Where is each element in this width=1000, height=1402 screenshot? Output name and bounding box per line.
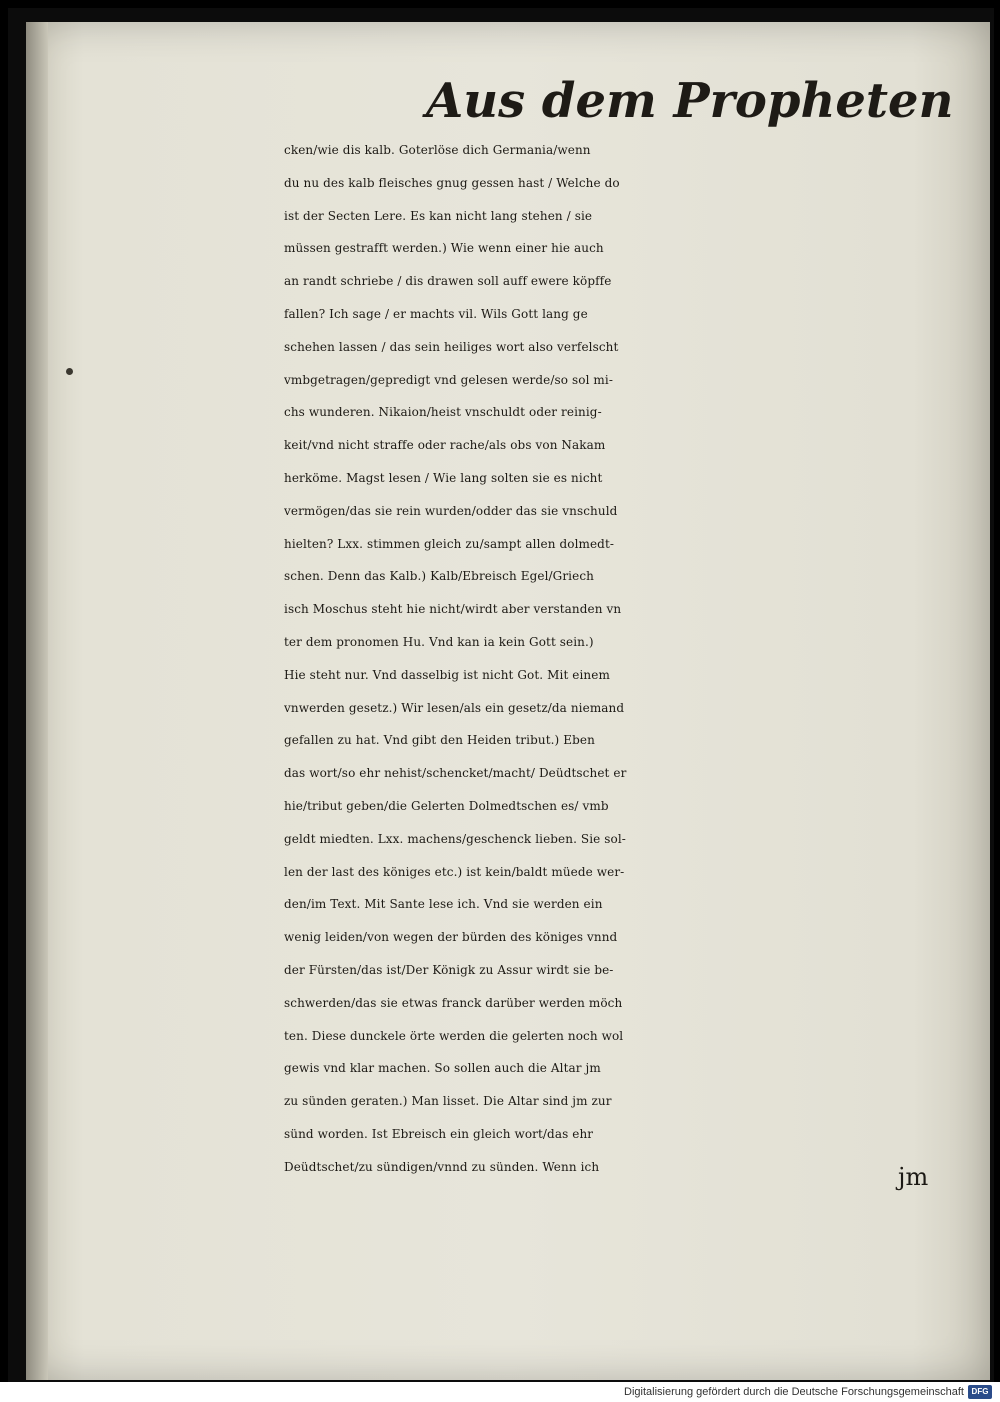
text-line: wenig leiden/von wegen der bürden des königes vnnd [284,930,618,945]
running-head: Aus dem Propheten [426,73,954,129]
text-line: sünd worden. Ist Ebreisch ein gleich wort/das ehr [284,1126,594,1141]
text-line: len der last des königes etc.) ist kein/baldt müede wer- [284,864,625,879]
text-line: cken/wie dis kalb. Goterlöse dich Germania/wenn [284,143,591,157]
text-line: vmbgetragen/gepredigt vnd gelesen werde/so sol mi- [284,372,613,387]
text-line: vermögen/das sie rein wurden/odder das sie vnschuld [284,503,618,518]
text-line: gefallen zu hat. Vnd gibt den Heiden tribut.) Eben [284,733,595,748]
text-line: vnwerden gesetz.) Wir lesen/als ein gesetz/da niemand [284,700,625,715]
text-line: schehen lassen / das sein heiliges wort also verfelscht [284,339,619,354]
text-line: Deüdtschet/zu sündigen/vnnd zu sünden. Wenn ich [284,1159,600,1174]
text-line: fallen? Ich sage / er machts vil. Wils Gott lang ge [284,306,588,321]
text-line: Hie steht nur. Vnd dasselbig ist nicht Got. Mit einem [284,667,610,682]
text-line: müssen gestrafft werden.) Wie wenn einer hie auch [284,241,604,256]
footer-bar [0,1382,1000,1402]
text-line: hie/tribut geben/die Gelerten Dolmedtschen es/ vmb [284,798,609,813]
text-line: isch Moschus steht hie nicht/wirdt aber verstanden vn [284,602,622,617]
text-line: den/im Text. Mit Sante lese ich. Vnd sie werden ein [284,897,603,912]
text-line: hielten? Lxx. stimmen gleich zu/sampt allen dolmedt- [284,536,615,551]
text-line: schwerden/das sie etwas franck darüber werden möch [284,995,623,1010]
text-line: zu sünden geraten.) Man lisset. Die Altar sind jm zur [284,1094,612,1109]
text-line: du nu des kalb fleisches gnug gessen hast / Welche do [284,175,620,190]
text-line: herköme. Magst lesen / Wie lang solten sie es nicht [284,470,603,485]
text-line: an randt schriebe / dis drawen soll auff ewere köpffe [284,274,612,289]
text-line: der Fürsten/das ist/Der Königk zu Assur wirdt sie be- [284,962,614,977]
text-line: gewis vnd klar machen. So sollen auch die Altar jm [284,1061,601,1076]
book-page [26,22,990,1380]
funding-credit: Digitalisierung gefördert durch die Deutsche Forschungsgemeinschaft [624,1386,964,1398]
text-line: ten. Diese dunckele örte werden die gelerten noch wol [284,1028,624,1043]
scan-frame [8,8,994,1382]
body-text [284,134,984,1194]
text-line: ist der Secten Lere. Es kan nicht lang stehen / sie [284,208,593,223]
text-line: keit/vnd nicht straffe oder rache/als obs von Nakam [284,438,606,453]
margin-mark [66,368,73,375]
text-line: das wort/so ehr nehist/schencket/macht/ Deüdtschet er [284,766,627,781]
text-line: ter dem pronomen Hu. Vnd kan ia kein Gott sein.) [284,634,594,649]
dfg-logo-icon: DFG [968,1385,992,1399]
text-line: schen. Denn das Kalb.) Kalb/Ebreisch Egel/Griech [284,569,594,584]
catchword: jm [898,1163,929,1191]
text-line: chs wunderen. Nikaion/heist vnschuldt oder reinig- [284,405,602,420]
text-line: geldt miedten. Lxx. machens/geschenck lieben. Sie sol- [284,831,626,846]
